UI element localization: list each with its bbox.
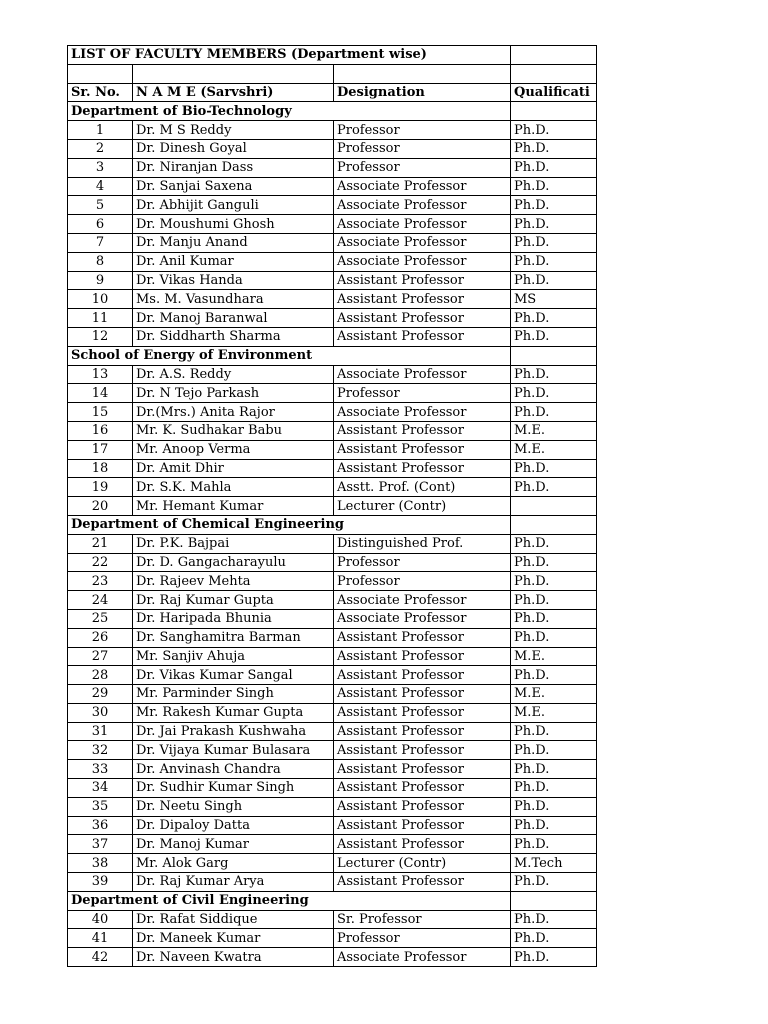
designation-cell: Professor xyxy=(334,929,511,948)
qualification-cell: Ph.D. xyxy=(511,572,597,591)
header-name: N A M E (Sarvshri) xyxy=(133,83,334,102)
qualification-cell: Ph.D. xyxy=(511,196,597,215)
qualification-cell: Ph.D. xyxy=(511,177,597,196)
faculty-row xyxy=(68,572,597,591)
sr-no-cell: 25 xyxy=(68,609,133,628)
faculty-row xyxy=(68,816,597,835)
designation-cell: Assistant Professor xyxy=(334,271,511,290)
qualification-cell: Ph.D. xyxy=(511,873,597,892)
faculty-row xyxy=(68,553,597,572)
faculty-row xyxy=(68,534,597,553)
designation-cell: Assistant Professor xyxy=(334,290,511,309)
sr-no-cell: 32 xyxy=(68,741,133,760)
faculty-row xyxy=(68,929,597,948)
designation-cell: Associate Professor xyxy=(334,196,511,215)
faculty-row xyxy=(68,365,597,384)
name-cell: Dr. Anvinash Chandra xyxy=(133,760,334,779)
sr-no-cell: 29 xyxy=(68,685,133,704)
sr-no-cell: 2 xyxy=(68,139,133,158)
name-cell: Dr. N Tejo Parkash xyxy=(133,384,334,403)
faculty-row xyxy=(68,309,597,328)
sr-no-cell: 26 xyxy=(68,628,133,647)
faculty-row xyxy=(68,628,597,647)
sr-no-cell: 40 xyxy=(68,910,133,929)
name-cell: Mr. Alok Garg xyxy=(133,854,334,873)
page-title: LIST OF FACULTY MEMBERS (Department wise) xyxy=(68,46,511,65)
sr-no-cell: 5 xyxy=(68,196,133,215)
qualification-cell: Ph.D. xyxy=(511,722,597,741)
qualification-cell: Ph.D. xyxy=(511,628,597,647)
empty-cell xyxy=(511,64,597,83)
designation-cell: Assistant Professor xyxy=(334,440,511,459)
designation-cell: Assistant Professor xyxy=(334,647,511,666)
faculty-row xyxy=(68,290,597,309)
qualification-cell: M.E. xyxy=(511,647,597,666)
sr-no-cell: 33 xyxy=(68,760,133,779)
designation-cell: Assistant Professor xyxy=(334,797,511,816)
designation-cell: Professor xyxy=(334,553,511,572)
faculty-row xyxy=(68,233,597,252)
qualification-cell: Ph.D. xyxy=(511,948,597,967)
sr-no-cell: 20 xyxy=(68,497,133,516)
sr-no-cell: 1 xyxy=(68,121,133,140)
qualification-cell: Ph.D. xyxy=(511,365,597,384)
sr-no-cell: 13 xyxy=(68,365,133,384)
department-heading: Department of Civil Engineering xyxy=(68,891,511,910)
qualification-cell: Ph.D. xyxy=(511,779,597,798)
sr-no-cell: 38 xyxy=(68,854,133,873)
sr-no-cell: 14 xyxy=(68,384,133,403)
qualification-cell xyxy=(511,497,597,516)
sr-no-cell: 42 xyxy=(68,948,133,967)
name-cell: Dr. Dipaloy Datta xyxy=(133,816,334,835)
name-cell: Dr. Vikas Handa xyxy=(133,271,334,290)
designation-cell: Assistant Professor xyxy=(334,421,511,440)
name-cell: Mr. K. Sudhakar Babu xyxy=(133,421,334,440)
empty-cell xyxy=(68,64,133,83)
qualification-cell: M.E. xyxy=(511,440,597,459)
designation-cell: Distinguished Prof. xyxy=(334,534,511,553)
faculty-row xyxy=(68,384,597,403)
name-cell: Dr. Manoj Baranwal xyxy=(133,309,334,328)
faculty-table-body xyxy=(68,46,597,967)
designation-cell: Associate Professor xyxy=(334,233,511,252)
qualification-cell: Ph.D. xyxy=(511,478,597,497)
header-designation: Designation xyxy=(334,83,511,102)
name-cell: Dr. Manju Anand xyxy=(133,233,334,252)
faculty-row xyxy=(68,158,597,177)
designation-cell: Assistant Professor xyxy=(334,722,511,741)
qualification-cell: Ph.D. xyxy=(511,591,597,610)
qualification-cell: Ph.D. xyxy=(511,760,597,779)
designation-cell: Assistant Professor xyxy=(334,666,511,685)
qualification-cell: M.E. xyxy=(511,685,597,704)
designation-cell: Assistant Professor xyxy=(334,628,511,647)
sr-no-cell: 19 xyxy=(68,478,133,497)
designation-cell: Assistant Professor xyxy=(334,703,511,722)
name-cell: Mr. Hemant Kumar xyxy=(133,497,334,516)
designation-cell: Assistant Professor xyxy=(334,327,511,346)
faculty-row xyxy=(68,854,597,873)
sr-no-cell: 9 xyxy=(68,271,133,290)
qualification-cell: M.Tech xyxy=(511,854,597,873)
sr-no-cell: 22 xyxy=(68,553,133,572)
qualification-cell: Ph.D. xyxy=(511,666,597,685)
qualification-cell: Ph.D. xyxy=(511,121,597,140)
name-cell: Dr. Vijaya Kumar Bulasara xyxy=(133,741,334,760)
name-cell: Dr. Rafat Siddique xyxy=(133,910,334,929)
faculty-row xyxy=(68,252,597,271)
qualification-cell: M.E. xyxy=(511,421,597,440)
qualification-cell: Ph.D. xyxy=(511,158,597,177)
qualification-cell: Ph.D. xyxy=(511,271,597,290)
qualification-cell: Ph.D. xyxy=(511,327,597,346)
qualification-cell: Ph.D. xyxy=(511,835,597,854)
name-cell: Dr. Amit Dhir xyxy=(133,459,334,478)
faculty-row xyxy=(68,403,597,422)
qualification-cell: Ph.D. xyxy=(511,741,597,760)
department-heading: Department of Chemical Engineering xyxy=(68,515,511,534)
designation-cell: Associate Professor xyxy=(334,948,511,967)
designation-cell: Lecturer (Contr) xyxy=(334,497,511,516)
faculty-row xyxy=(68,835,597,854)
faculty-row xyxy=(68,948,597,967)
designation-cell: Sr. Professor xyxy=(334,910,511,929)
designation-cell: Associate Professor xyxy=(334,215,511,234)
name-cell: Dr. Raj Kumar Arya xyxy=(133,873,334,892)
sr-no-cell: 30 xyxy=(68,703,133,722)
name-cell: Dr. Sudhir Kumar Singh xyxy=(133,779,334,798)
name-cell: Dr. Dinesh Goyal xyxy=(133,139,334,158)
qualification-cell: Ph.D. xyxy=(511,309,597,328)
department-row xyxy=(68,891,597,910)
sr-no-cell: 34 xyxy=(68,779,133,798)
qualification-cell: Ph.D. xyxy=(511,797,597,816)
header-sr-no: Sr. No. xyxy=(68,83,133,102)
designation-cell: Assistant Professor xyxy=(334,685,511,704)
faculty-row xyxy=(68,703,597,722)
sr-no-cell: 10 xyxy=(68,290,133,309)
sr-no-cell: 31 xyxy=(68,722,133,741)
faculty-table xyxy=(67,45,597,967)
name-cell: Dr. Jai Prakash Kushwaha xyxy=(133,722,334,741)
sr-no-cell: 23 xyxy=(68,572,133,591)
faculty-row xyxy=(68,609,597,628)
name-cell: Dr. Sanjai Saxena xyxy=(133,177,334,196)
designation-cell: Professor xyxy=(334,139,511,158)
faculty-row xyxy=(68,910,597,929)
designation-cell: Associate Professor xyxy=(334,591,511,610)
qualification-cell: Ph.D. xyxy=(511,233,597,252)
qualification-cell: Ph.D. xyxy=(511,609,597,628)
name-cell: Dr. S.K. Mahla xyxy=(133,478,334,497)
sr-no-cell: 27 xyxy=(68,647,133,666)
designation-cell: Assistant Professor xyxy=(334,873,511,892)
designation-cell: Asstt. Prof. (Cont) xyxy=(334,478,511,497)
faculty-row xyxy=(68,440,597,459)
sr-no-cell: 36 xyxy=(68,816,133,835)
sr-no-cell: 28 xyxy=(68,666,133,685)
designation-cell: Assistant Professor xyxy=(334,835,511,854)
name-cell: Mr. Sanjiv Ahuja xyxy=(133,647,334,666)
faculty-row xyxy=(68,121,597,140)
name-cell: Dr. Haripada Bhunia xyxy=(133,609,334,628)
designation-cell: Associate Professor xyxy=(334,252,511,271)
qualification-cell: Ph.D. xyxy=(511,816,597,835)
department-row xyxy=(68,515,597,534)
name-cell: Dr. M S Reddy xyxy=(133,121,334,140)
faculty-row xyxy=(68,760,597,779)
header-row xyxy=(68,83,597,102)
qualification-cell: Ph.D. xyxy=(511,553,597,572)
sr-no-cell: 4 xyxy=(68,177,133,196)
header-qualification: Qualificati xyxy=(511,83,597,102)
title-row xyxy=(68,46,597,65)
faculty-row xyxy=(68,459,597,478)
qualification-cell: Ph.D. xyxy=(511,215,597,234)
designation-cell: Assistant Professor xyxy=(334,779,511,798)
name-cell: Dr. Siddharth Sharma xyxy=(133,327,334,346)
department-row xyxy=(68,102,597,121)
name-cell: Dr. Vikas Kumar Sangal xyxy=(133,666,334,685)
qualification-cell: Ph.D. xyxy=(511,384,597,403)
faculty-row xyxy=(68,478,597,497)
sr-no-cell: 39 xyxy=(68,873,133,892)
sr-no-cell: 17 xyxy=(68,440,133,459)
qualification-cell: Ph.D. xyxy=(511,459,597,478)
qualification-cell: M.E. xyxy=(511,703,597,722)
faculty-row xyxy=(68,779,597,798)
sr-no-cell: 8 xyxy=(68,252,133,271)
name-cell: Dr.(Mrs.) Anita Rajor xyxy=(133,403,334,422)
faculty-row xyxy=(68,797,597,816)
sr-no-cell: 21 xyxy=(68,534,133,553)
empty-cell xyxy=(511,515,597,534)
empty-cell xyxy=(511,46,597,65)
name-cell: Dr. Niranjan Dass xyxy=(133,158,334,177)
department-heading: Department of Bio-Technology xyxy=(68,102,511,121)
designation-cell: Associate Professor xyxy=(334,609,511,628)
name-cell: Dr. Naveen Kwatra xyxy=(133,948,334,967)
faculty-row xyxy=(68,666,597,685)
qualification-cell: Ph.D. xyxy=(511,929,597,948)
empty-cell xyxy=(133,64,334,83)
qualification-cell: MS xyxy=(511,290,597,309)
sr-no-cell: 18 xyxy=(68,459,133,478)
name-cell: Dr. Abhijit Ganguli xyxy=(133,196,334,215)
name-cell: Dr. Moushumi Ghosh xyxy=(133,215,334,234)
qualification-cell: Ph.D. xyxy=(511,252,597,271)
designation-cell: Professor xyxy=(334,158,511,177)
faculty-row xyxy=(68,215,597,234)
empty-cell xyxy=(511,891,597,910)
faculty-row xyxy=(68,497,597,516)
sr-no-cell: 24 xyxy=(68,591,133,610)
faculty-row xyxy=(68,139,597,158)
name-cell: Dr. Anil Kumar xyxy=(133,252,334,271)
faculty-row xyxy=(68,271,597,290)
sr-no-cell: 12 xyxy=(68,327,133,346)
faculty-row xyxy=(68,722,597,741)
designation-cell: Professor xyxy=(334,572,511,591)
designation-cell: Associate Professor xyxy=(334,403,511,422)
faculty-row xyxy=(68,873,597,892)
name-cell: Mr. Rakesh Kumar Gupta xyxy=(133,703,334,722)
faculty-row xyxy=(68,591,597,610)
empty-cell xyxy=(511,346,597,365)
empty-cell xyxy=(334,64,511,83)
name-cell: Dr. Maneek Kumar xyxy=(133,929,334,948)
sr-no-cell: 7 xyxy=(68,233,133,252)
name-cell: Dr. Neetu Singh xyxy=(133,797,334,816)
faculty-row xyxy=(68,177,597,196)
name-cell: Mr. Anoop Verma xyxy=(133,440,334,459)
designation-cell: Assistant Professor xyxy=(334,309,511,328)
designation-cell: Associate Professor xyxy=(334,177,511,196)
empty-cell xyxy=(511,102,597,121)
name-cell: Dr. Raj Kumar Gupta xyxy=(133,591,334,610)
sr-no-cell: 15 xyxy=(68,403,133,422)
qualification-cell: Ph.D. xyxy=(511,139,597,158)
faculty-row xyxy=(68,196,597,215)
faculty-row xyxy=(68,327,597,346)
designation-cell: Professor xyxy=(334,384,511,403)
designation-cell: Lecturer (Contr) xyxy=(334,854,511,873)
department-heading: School of Energy of Environment xyxy=(68,346,511,365)
qualification-cell: Ph.D. xyxy=(511,534,597,553)
faculty-row xyxy=(68,421,597,440)
name-cell: Mr. Parminder Singh xyxy=(133,685,334,704)
name-cell: Dr. Sanghamitra Barman xyxy=(133,628,334,647)
sr-no-cell: 16 xyxy=(68,421,133,440)
sr-no-cell: 41 xyxy=(68,929,133,948)
name-cell: Ms. M. Vasundhara xyxy=(133,290,334,309)
sr-no-cell: 3 xyxy=(68,158,133,177)
name-cell: Dr. D. Gangacharayulu xyxy=(133,553,334,572)
designation-cell: Assistant Professor xyxy=(334,459,511,478)
sr-no-cell: 11 xyxy=(68,309,133,328)
sr-no-cell: 35 xyxy=(68,797,133,816)
qualification-cell: Ph.D. xyxy=(511,910,597,929)
designation-cell: Associate Professor xyxy=(334,365,511,384)
designation-cell: Professor xyxy=(334,121,511,140)
sr-no-cell: 37 xyxy=(68,835,133,854)
faculty-row xyxy=(68,685,597,704)
designation-cell: Assistant Professor xyxy=(334,741,511,760)
designation-cell: Assistant Professor xyxy=(334,816,511,835)
designation-cell: Assistant Professor xyxy=(334,760,511,779)
name-cell: Dr. P.K. Bajpai xyxy=(133,534,334,553)
department-row xyxy=(68,346,597,365)
blank-row xyxy=(68,64,597,83)
name-cell: Dr. Rajeev Mehta xyxy=(133,572,334,591)
faculty-row xyxy=(68,741,597,760)
name-cell: Dr. A.S. Reddy xyxy=(133,365,334,384)
name-cell: Dr. Manoj Kumar xyxy=(133,835,334,854)
qualification-cell: Ph.D. xyxy=(511,403,597,422)
faculty-row xyxy=(68,647,597,666)
sr-no-cell: 6 xyxy=(68,215,133,234)
